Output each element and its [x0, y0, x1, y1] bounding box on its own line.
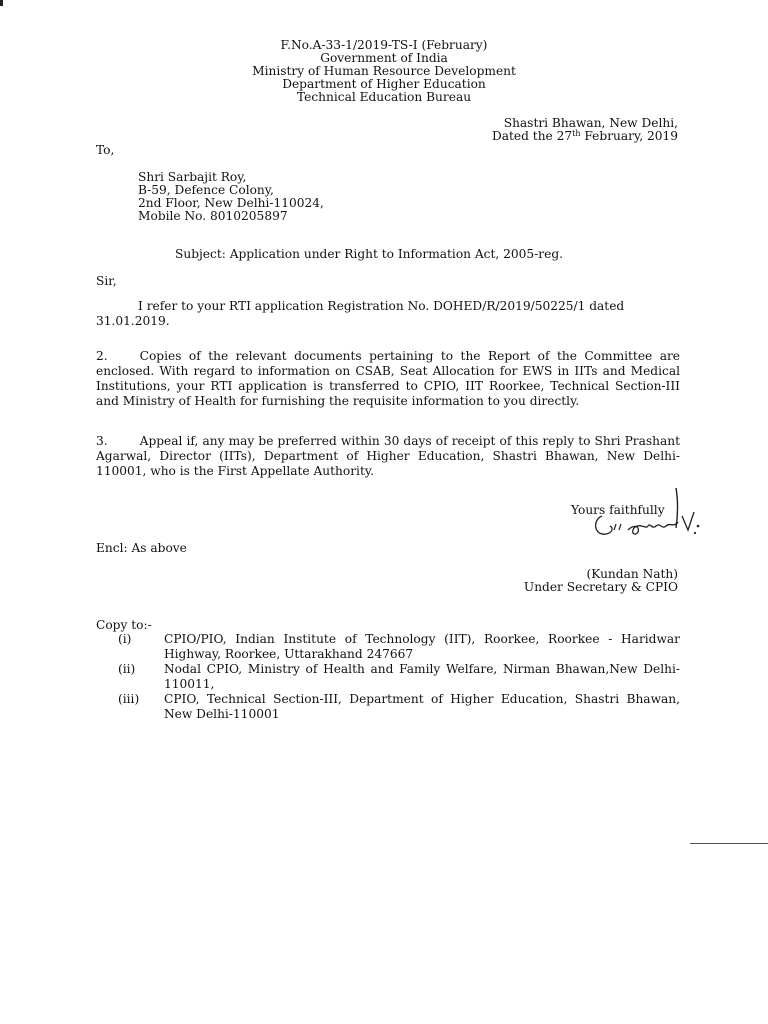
date-ordinal: th: [572, 129, 581, 138]
to-label: To,: [96, 143, 115, 157]
para2-number: 2.: [96, 349, 108, 363]
header-government: Government of India: [320, 51, 448, 65]
paragraph-3: [96, 434, 680, 479]
addressee-city: 2nd Floor, New Delhi-110024,: [138, 196, 324, 210]
place: Shastri Bhawan, New Delhi,: [503, 116, 678, 130]
signature-image: [588, 486, 708, 544]
signatory-name: (Kundan Nath): [586, 567, 678, 581]
copy-item-2-text: Nodal CPIO, Ministry of Health and Family Welfare, Nirman Bhawan,New Delhi-110011,: [164, 662, 680, 691]
closing: Yours faithfully: [571, 503, 665, 517]
copy-item-2-number: (ii): [118, 662, 136, 676]
header-ministry: Ministry of Human Resource Development: [252, 64, 516, 78]
para2-text: Copies of the relevant documents pertaining to the Report of the Committee are enclosed. With regard to information on CSAB, Seat Allocation for EWS in IITs and Medical Institutions, your RTI application is transferred to CPIO, IIT Roorkee, Technical Section-III and Ministry of Health for furnishing the requisite information to you directly.: [96, 349, 680, 408]
para1-line1: I refer to your RTI application Registration No. DOHED/R/2019/50225/1 dated: [138, 299, 625, 313]
signatory-designation: Under Secretary & CPIO: [523, 580, 678, 594]
date-line: [492, 129, 678, 144]
addressee-name: Shri Sarbajit Roy,: [138, 170, 247, 184]
file-number: F.No.A-33-1/2019-TS-I (February): [280, 38, 488, 52]
copy-to-label: Copy to:-: [96, 618, 152, 632]
date-suffix: February, 2019: [580, 129, 678, 143]
salutation: Sir,: [96, 274, 117, 288]
para3-number: 3.: [96, 434, 108, 448]
addressee-street: B-59, Defence Colony,: [138, 183, 274, 197]
copy-item-1-text: CPIO/PIO, Indian Institute of Technology (IIT), Roorkee, Roorkee - Haridwar Highway, Roorkee, Uttarakhand 247667: [164, 632, 680, 661]
date-prefix: Dated the 27: [491, 129, 573, 143]
scan-rule: [690, 843, 768, 844]
copy-item-3-number: (iii): [118, 692, 140, 706]
copy-item-1-number: (i): [118, 632, 132, 646]
header-department: Department of Higher Education: [282, 77, 486, 91]
addressee-mobile: Mobile No. 8010205897: [138, 209, 288, 223]
enclosure: Encl: As above: [96, 541, 187, 555]
para3-text: Appeal if, any may be preferred within 30 days of receipt of this reply to Shri Prashant Agarwal, Director (IITs), Department of Higher Education, Shastri Bhawan, New Delhi-110001, who is the First Appellate Authority.: [96, 434, 680, 478]
header-bureau: Technical Education Bureau: [296, 90, 472, 104]
para1-line2: 31.01.2019.: [96, 314, 170, 328]
scan-speck: [0, 0, 3, 6]
copy-item-3-text: CPIO, Technical Section-III, Department of Higher Education, Shastri Bhawan, New Delhi-110001: [164, 692, 680, 721]
paragraph-2: [96, 349, 680, 409]
subject-line: Subject: Application under Right to Information Act, 2005-reg.: [175, 247, 564, 261]
